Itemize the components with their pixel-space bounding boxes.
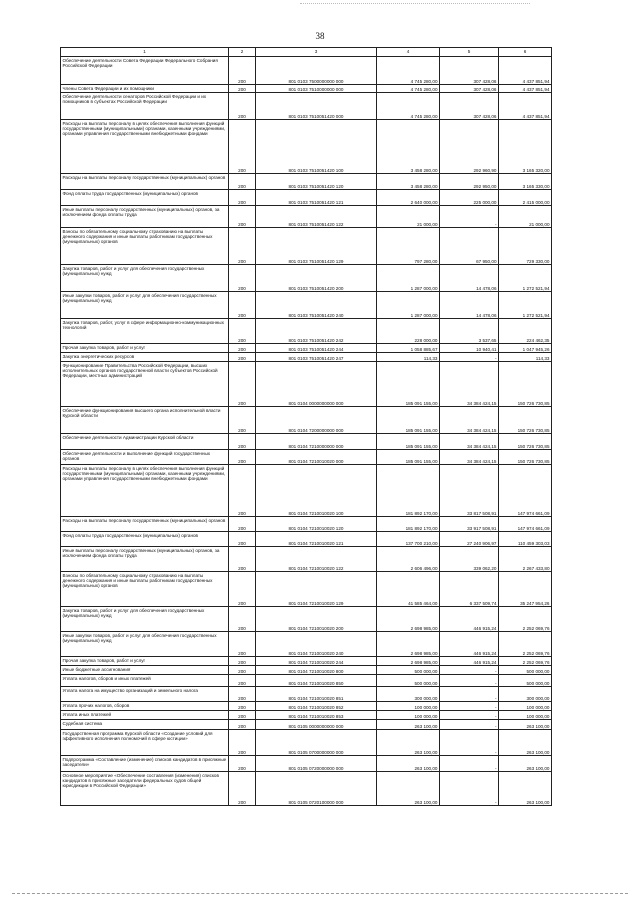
row-description: Обеспечение деятельности Совета Федерации Федерального Собрания Российской Федерации [61,57,229,85]
row-line-code: 200 [229,720,256,730]
row-line-code: 200 [229,85,256,93]
row-unexecuted-amount: 3 165 320,00 [499,120,552,174]
table-row [61,407,552,434]
row-unexecuted-amount: 3 165 330,00 [499,174,552,190]
row-line-code: 200 [229,666,256,675]
row-unexecuted-amount: 500 000,00 [499,666,552,675]
row-unexecuted-amount: 2 252 069,76 [499,632,552,657]
row-description: Уплата налогов, сборов и иных платежей [61,675,229,687]
column-header: 1 [61,48,229,57]
row-unexecuted-amount: 110 459 303,03 [499,532,552,547]
row-executed-amount: 34 384 424,15 [440,362,499,407]
row-executed-amount: - [440,687,499,702]
table-row [61,93,552,120]
row-executed-amount: 446 915,24 [440,632,499,657]
scan-artifact-top [300,3,530,4]
row-budget-classification-code: 801 0104 7210010020 852 [256,702,377,711]
row-approved-amount: 185 091 155,00 [377,407,440,434]
row-executed-amount: - [440,756,499,772]
table-row [61,730,552,756]
table-row [61,85,552,93]
row-line-code: 200 [229,57,256,85]
row-budget-classification-code: 801 0103 7510051420 100 [256,120,377,174]
row-budget-classification-code: 801 0104 7210010020 120 [256,517,377,532]
table-row [61,772,552,806]
row-budget-classification-code: 801 0104 7210000000 000 [256,434,377,450]
row-unexecuted-amount: 263 100,00 [499,772,552,806]
row-description: Взносы по обязательному социальному страхованию на выплаты денежного содержания и иные выплаты работникам государственных (муниципальных) органов [61,572,229,607]
row-approved-amount: 263 100,00 [377,730,440,756]
row-line-code: 200 [229,407,256,434]
table-row [61,632,552,657]
row-budget-classification-code: 801 0103 7510051420 120 [256,174,377,190]
row-approved-amount: 137 700 210,00 [377,532,440,547]
table-row [61,362,552,407]
row-unexecuted-amount: 100 000,00 [499,711,552,720]
row-line-code: 200 [229,547,256,572]
row-approved-amount: 228 000,00 [377,319,440,344]
row-budget-classification-code: 801 0104 7210010020 100 [256,465,377,517]
row-line-code: 200 [229,174,256,190]
row-budget-classification-code: 801 0103 7510051420 121 [256,190,377,206]
row-description: Расходы на выплаты персоналу государственных (муниципальных) органов [61,517,229,532]
row-executed-amount: - [440,353,499,362]
row-line-code: 200 [229,434,256,450]
table-row [61,353,552,362]
row-description: Иные выплаты персоналу государственных (муниципальных) органов, за исключением фонда оплаты труда [61,547,229,572]
row-unexecuted-amount: 224 462,35 [499,319,552,344]
row-budget-classification-code: 801 0105 0720000000 000 [256,756,377,772]
row-executed-amount: 34 384 424,15 [440,450,499,465]
table-row [61,344,552,353]
table-row [61,702,552,711]
table-row [61,687,552,702]
row-description: Функционирование Правительства Российской Федерации, высших исполнительных органов государственной власти субъектов Российской Федерации, местных администраций [61,362,229,407]
row-budget-classification-code: 801 0103 7510051420 240 [256,292,377,319]
row-unexecuted-amount: 1 272 521,94 [499,292,552,319]
row-description: Уплата иных платежей [61,711,229,720]
row-approved-amount: 797 280,00 [377,228,440,265]
row-approved-amount: 41 585 464,00 [377,572,440,607]
table-row [61,292,552,319]
table-row [61,206,552,228]
table-row [61,465,552,517]
row-line-code: 200 [229,344,256,353]
row-approved-amount: 500 000,00 [377,666,440,675]
row-approved-amount: 1 058 885,67 [377,344,440,353]
row-unexecuted-amount: 263 100,00 [499,720,552,730]
table-row [61,756,552,772]
row-description: Иные бюджетные ассигнования [61,666,229,675]
row-approved-amount: 300 000,00 [377,687,440,702]
row-line-code: 200 [229,206,256,228]
table-row [61,657,552,666]
row-approved-amount: 4 745 280,00 [377,93,440,120]
row-description: Расходы на выплаты персоналу в целях обеспечения выполнения функций государственными (муниципальными) органами, казенными учреждениями, органами управления государственными внебюджетными фондами [61,465,229,517]
row-approved-amount: 263 100,00 [377,720,440,730]
row-approved-amount: 2 698 985,00 [377,607,440,632]
row-description: Обеспечение деятельности сенаторов Российской Федерации и их помощников в субъектах Российской Федерации [61,93,229,120]
row-approved-amount: 185 091 155,00 [377,434,440,450]
row-executed-amount: 307 428,06 [440,93,499,120]
row-budget-classification-code: 801 0103 7510051420 200 [256,265,377,292]
row-line-code: 200 [229,730,256,756]
row-description: Закупка энергетических ресурсов [61,353,229,362]
row-approved-amount: 181 892 170,00 [377,517,440,532]
row-description: Закупка товаров, работ и услуг для обеспечения государственных (муниципальных) нужд [61,265,229,292]
row-approved-amount: 500 000,00 [377,675,440,687]
row-budget-classification-code: 801 0105 0720100000 000 [256,772,377,806]
row-unexecuted-amount: 150 726 730,85 [499,434,552,450]
row-budget-classification-code: 801 0103 7510000000 000 [256,85,377,93]
row-approved-amount: 263 100,00 [377,772,440,806]
row-executed-amount: 3 537,65 [440,319,499,344]
row-unexecuted-amount: 500 000,00 [499,675,552,687]
row-executed-amount: 225 000,00 [440,190,499,206]
row-budget-classification-code: 801 0104 7210010020 000 [256,450,377,465]
row-unexecuted-amount: 100 000,00 [499,702,552,711]
column-header: 2 [229,48,256,57]
row-executed-amount: 33 817 508,91 [440,465,499,517]
row-description: Прочая закупка товаров, работ и услуг [61,657,229,666]
row-line-code: 200 [229,265,256,292]
table-row [61,120,552,174]
column-header: 4 [377,48,440,57]
row-budget-classification-code: 801 0103 7510051420 000 [256,93,377,120]
row-line-code: 200 [229,319,256,344]
row-line-code: 200 [229,532,256,547]
row-description: Иные закупки товаров, работ и услуг для обеспечения государственных (муниципальных) нужд [61,632,229,657]
table-row [61,607,552,632]
row-description: Государственная программа Курской области «Создание условий для эффективного исполнения полномочий в сфере юстиции» [61,730,229,756]
row-unexecuted-amount: 150 726 730,85 [499,362,552,407]
row-unexecuted-amount: 263 100,00 [499,730,552,756]
row-executed-amount: 33 917 508,91 [440,517,499,532]
row-unexecuted-amount: 4 437 851,94 [499,85,552,93]
row-approved-amount: 3 458 280,00 [377,120,440,174]
row-description: Уплата прочих налогов, сборов [61,702,229,711]
row-unexecuted-amount: 2 415 000,00 [499,190,552,206]
table-row [61,547,552,572]
row-approved-amount: 1 287 000,00 [377,292,440,319]
row-approved-amount: 114,33 [377,353,440,362]
row-executed-amount: - [440,702,499,711]
row-line-code: 200 [229,228,256,265]
row-line-code: 200 [229,190,256,206]
row-executed-amount: - [440,675,499,687]
row-executed-amount: - [440,666,499,675]
row-description: Расходы на выплаты персоналу в целях обеспечения выполнения функций государственными (муниципальными) органами, казенными учреждениями, органами управления государственными внебюджетными фондами [61,120,229,174]
row-executed-amount: 10 940,41 [440,344,499,353]
row-unexecuted-amount: 263 100,00 [499,756,552,772]
row-budget-classification-code: 801 0105 0000000000 000 [256,720,377,730]
row-executed-amount: - [440,206,499,228]
row-line-code: 200 [229,450,256,465]
row-budget-classification-code: 801 0104 7210010020 240 [256,632,377,657]
row-executed-amount: 14 478,06 [440,265,499,292]
row-unexecuted-amount: 2 252 069,76 [499,607,552,632]
row-unexecuted-amount: 2 267 433,80 [499,547,552,572]
row-description: Обеспечение функционирования высшего органа исполнительной власти Курской области [61,407,229,434]
row-line-code: 200 [229,756,256,772]
row-unexecuted-amount: 4 437 851,94 [499,93,552,120]
row-budget-classification-code: 801 0103 7510051420 247 [256,353,377,362]
row-budget-classification-code: 801 0103 7510051420 242 [256,319,377,344]
row-line-code: 200 [229,675,256,687]
table-row [61,190,552,206]
row-line-code: 200 [229,362,256,407]
row-executed-amount: 307 428,06 [440,57,499,85]
row-description: Фонд оплаты труда государственных (муниципальных) органов [61,532,229,547]
table-row [61,711,552,720]
table-row [61,450,552,465]
row-line-code: 200 [229,93,256,120]
table-row [61,57,552,85]
row-approved-amount: 181 892 170,00 [377,465,440,517]
row-description: Члены Совета Федерации и их помощники [61,85,229,93]
row-unexecuted-amount: 4 437 851,94 [499,57,552,85]
row-budget-classification-code: 801 0104 7210010020 200 [256,607,377,632]
row-unexecuted-amount: 150 726 730,85 [499,407,552,434]
row-description: Обеспечение деятельности Администрации Курской области [61,434,229,450]
row-budget-classification-code: 801 0104 7210010020 121 [256,532,377,547]
table-row [61,675,552,687]
row-approved-amount: 185 091 155,00 [377,450,440,465]
row-unexecuted-amount: 35 247 954,26 [499,572,552,607]
table-row [61,319,552,344]
row-description: Расходы на выплаты персоналу государственных (муниципальных) органов [61,174,229,190]
row-description: Основное мероприятие «Обеспечение составления (изменения) списков кандидатов в присяжные заседатели федеральных судов общей юрисдикции в Российской Федерации» [61,772,229,806]
row-unexecuted-amount: 300 000,00 [499,687,552,702]
row-budget-classification-code: 801 0104 7210010020 129 [256,572,377,607]
row-description: Закупка товаров, работ и услуг для обеспечения государственных (муниципальных) нужд [61,607,229,632]
row-unexecuted-amount: 114,33 [499,353,552,362]
row-description: Прочая закупка товаров, работ и услуг [61,344,229,353]
table-row [61,572,552,607]
row-approved-amount: 2 698 985,00 [377,657,440,666]
row-executed-amount: 292 960,90 [440,120,499,174]
row-line-code: 200 [229,772,256,806]
row-budget-classification-code: 801 0103 7510051420 122 [256,206,377,228]
row-description: Уплата налога на имущество организаций и земельного налога [61,687,229,702]
row-executed-amount: 34 384 424,15 [440,407,499,434]
row-executed-amount: 339 062,20 [440,547,499,572]
row-budget-classification-code: 801 0104 7200000000 000 [256,407,377,434]
row-approved-amount: 4 745 280,00 [377,57,440,85]
row-line-code: 200 [229,465,256,517]
row-approved-amount: 3 458 280,00 [377,174,440,190]
row-unexecuted-amount: 1 272 521,94 [499,265,552,292]
table-row [61,666,552,675]
row-executed-amount: 446 915,24 [440,607,499,632]
row-unexecuted-amount: 1 047 945,26 [499,344,552,353]
row-executed-amount: - [440,730,499,756]
row-unexecuted-amount: 21 000,00 [499,206,552,228]
row-unexecuted-amount: 147 974 661,09 [499,517,552,532]
column-header: 5 [440,48,499,57]
page-number: 38 [315,31,325,41]
row-line-code: 200 [229,711,256,720]
row-executed-amount: 27 240 906,97 [440,532,499,547]
row-unexecuted-amount: 147 974 661,09 [499,465,552,517]
column-header: 6 [499,48,552,57]
row-approved-amount: 21 000,00 [377,206,440,228]
row-executed-amount: 292 950,00 [440,174,499,190]
row-budget-classification-code: 801 0104 7210010020 850 [256,675,377,687]
row-executed-amount: 6 337 509,74 [440,572,499,607]
row-budget-classification-code: 801 0104 7210010020 851 [256,687,377,702]
row-executed-amount: 67 950,00 [440,228,499,265]
row-line-code: 200 [229,632,256,657]
row-budget-classification-code: 801 0103 7510051420 129 [256,228,377,265]
row-description: Закупка товаров, работ, услуг в сфере информационно-коммуникационных технологий [61,319,229,344]
row-budget-classification-code: 801 0103 7510051420 244 [256,344,377,353]
row-budget-classification-code: 801 0105 0700000000 000 [256,730,377,756]
row-executed-amount: - [440,711,499,720]
scan-artifact-bottom [12,893,628,894]
row-executed-amount: 34 384 424,15 [440,434,499,450]
row-line-code: 200 [229,657,256,666]
row-executed-amount: - [440,772,499,806]
row-approved-amount: 263 100,00 [377,756,440,772]
row-budget-classification-code: 801 0104 7210010020 800 [256,666,377,675]
row-approved-amount: 2 640 000,00 [377,190,440,206]
row-approved-amount: 1 287 000,00 [377,265,440,292]
table-row [61,532,552,547]
row-budget-classification-code: 801 0103 7500000000 000 [256,57,377,85]
row-budget-classification-code: 801 0104 0000000000 000 [256,362,377,407]
row-description: Иные выплаты персоналу государственных (муниципальных) органов, за исключением фонда оплаты труда [61,206,229,228]
row-description: Судебная система [61,720,229,730]
table-row [61,434,552,450]
table-row [61,174,552,190]
row-executed-amount: 14 478,06 [440,292,499,319]
table-row [61,265,552,292]
row-line-code: 200 [229,292,256,319]
row-description: Подпрограмма «Составление (изменение) списков кандидатов в присяжные заседатели» [61,756,229,772]
row-executed-amount: 446 915,24 [440,657,499,666]
row-description: Фонд оплаты труда государственных (муниципальных) органов [61,190,229,206]
row-budget-classification-code: 801 0104 7210010020 244 [256,657,377,666]
table-row [61,517,552,532]
row-approved-amount: 2 606 496,00 [377,547,440,572]
table-row [61,720,552,730]
row-description: Обеспечение деятельности и выполнение функций государственных органов [61,450,229,465]
table-body [61,57,552,806]
row-budget-classification-code: 801 0104 7210010020 122 [256,547,377,572]
row-line-code: 200 [229,702,256,711]
column-header: 3 [256,48,377,57]
row-description: Иные закупки товаров, работ и услуг для обеспечения государственных (муниципальных) нужд [61,292,229,319]
row-line-code: 200 [229,120,256,174]
row-executed-amount: 307 428,06 [440,85,499,93]
row-unexecuted-amount: 2 252 069,76 [499,657,552,666]
row-unexecuted-amount: 729 330,00 [499,228,552,265]
table-row [61,228,552,265]
row-executed-amount: - [440,720,499,730]
row-line-code: 200 [229,353,256,362]
row-line-code: 200 [229,607,256,632]
row-unexecuted-amount: 150 726 730,85 [499,450,552,465]
budget-table [60,47,552,806]
row-line-code: 200 [229,572,256,607]
column-header-row [61,48,552,57]
row-budget-classification-code: 801 0104 7210010020 853 [256,711,377,720]
row-approved-amount: 100 000,00 [377,711,440,720]
row-approved-amount: 100 000,00 [377,702,440,711]
row-approved-amount: 2 698 985,00 [377,632,440,657]
row-line-code: 200 [229,517,256,532]
row-description: Взносы по обязательному социальному страхованию на выплаты денежного содержания и иные выплаты работникам государственных (муниципальных) органов [61,228,229,265]
row-approved-amount: 185 091 155,00 [377,362,440,407]
row-line-code: 200 [229,687,256,702]
row-approved-amount: 4 745 280,00 [377,85,440,93]
